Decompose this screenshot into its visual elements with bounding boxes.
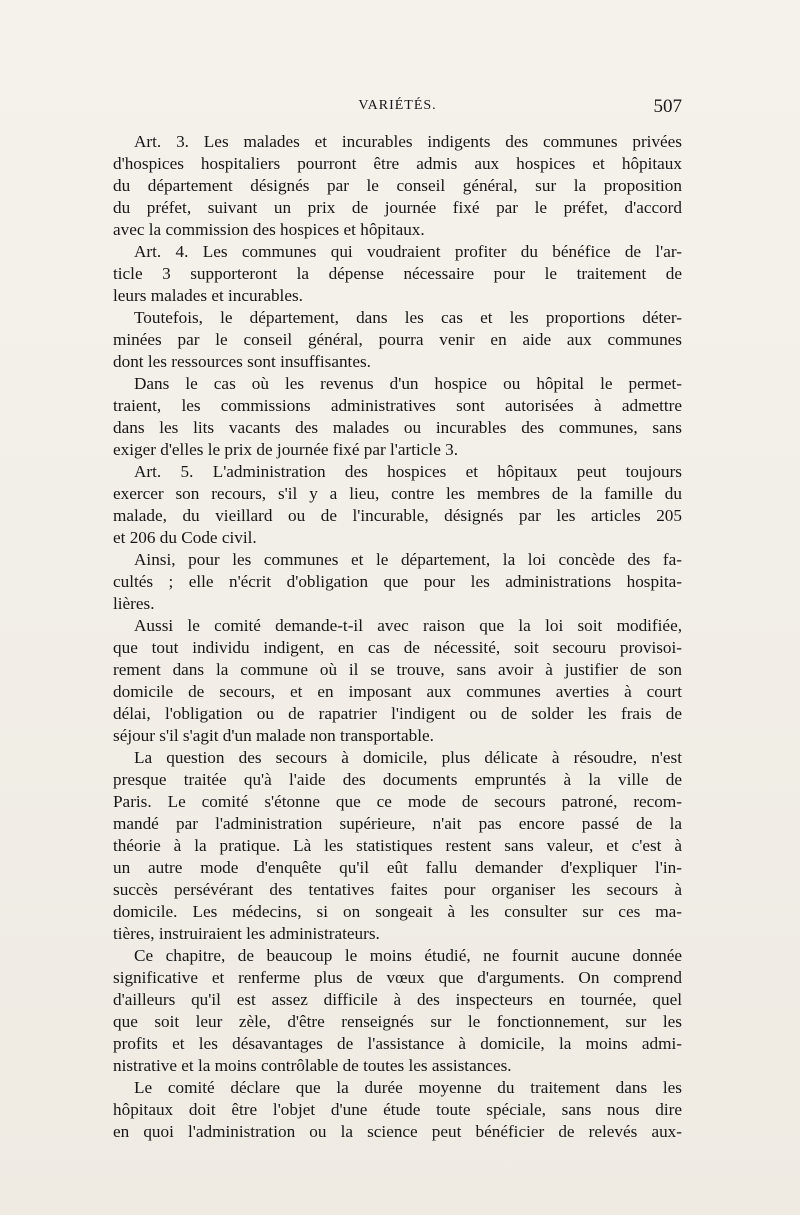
body-line-17: exercer son recours, s'il y a lieu, contre les membres de la famille du [113,484,682,503]
body-line-25: rement dans la commune où il se trouve, sans avoir à justifier de son [113,660,682,679]
running-title: VARIÉTÉS. [358,98,437,113]
body-line-8: leurs malades et incurables. [113,286,303,305]
body-line-22: lières. [113,594,155,613]
body-line-36: domicile. Les médecins, si on songeait à les consulter sur ces ma- [113,902,682,921]
body-line-16: Art. 5. L'administration des hospices et hôpitaux peut toujours [134,462,682,481]
body-line-23: Aussi le comité demande-t-il avec raison que la loi soit modifiée, [134,616,682,635]
body-line-37: tières, instruiraient les administrateurs. [113,924,380,943]
body-line-46: en quoi l'administration ou la science peut bénéficier de relevés aux- [113,1122,682,1141]
body-line-19: et 206 du Code civil. [113,528,257,547]
body-line-3: du département désignés par le conseil général, sur la proposition [113,176,682,195]
body-line-41: que soit leur zèle, d'être renseignés sur le fonctionnement, sur les [113,1012,682,1031]
body-line-38: Ce chapitre, de beaucoup le moins étudié, ne fournit aucune donnée [134,946,682,965]
body-line-43: nistrative et la moins contrôlable de toutes les assistances. [113,1056,512,1075]
body-line-2: d'hospices hospitaliers pourront être admis aux hospices et hôpitaux [113,154,682,173]
body-line-6: Art. 4. Les communes qui voudraient profiter du bénéfice de l'ar- [134,242,682,261]
page-number: 507 [653,96,682,117]
body-line-44: Le comité déclare que la durée moyenne du traitement dans les [134,1078,682,1097]
body-line-31: Paris. Le comité s'étonne que ce mode de secours patroné, recom- [113,792,682,811]
body-line-13: traient, les commissions administratives sont autorisées à admettre [113,396,682,415]
body-line-10: minées par le conseil général, pourra venir en aide aux communes [113,330,682,349]
body-line-11: dont les ressources sont insuffisantes. [113,352,371,371]
body-line-5: avec la commission des hospices et hôpitaux. [113,220,425,239]
running-head [113,98,682,122]
body-line-20: Ainsi, pour les communes et le département, la loi concède des fa- [134,550,682,569]
body-line-33: théorie à la pratique. Là les statistiques restent sans valeur, et c'est à [113,836,682,855]
body-line-29: La question des secours à domicile, plus délicate à résoudre, n'est [134,748,682,767]
body-line-40: d'ailleurs qu'il est assez difficile à des inspecteurs en tournée, quel [113,990,682,1009]
body-line-21: cultés ; elle n'écrit d'obligation que pour les administrations hospita- [113,572,682,591]
body-line-12: Dans le cas où les revenus d'un hospice ou hôpital le permet- [134,374,682,393]
body-line-26: domicile de secours, et en imposant aux communes averties à court [113,682,682,701]
body-line-28: séjour s'il s'agit d'un malade non transportable. [113,726,434,745]
body-line-4: du préfet, suivant un prix de journée fixé par le préfet, d'accord [113,198,682,217]
body-line-14: dans les lits vacants des malades ou incurables des communes, sans [113,418,682,437]
body-line-1: Art. 3. Les malades et incurables indigents des communes privées [134,132,682,151]
document-body [113,131,682,1143]
body-line-42: profits et les désavantages de l'assistance à domicile, la moins admi- [113,1034,682,1053]
body-line-45: hôpitaux doit être l'objet d'une étude toute spéciale, sans nous dire [113,1100,682,1119]
body-line-18: malade, du vieillard ou de l'incurable, désignés par les articles 205 [113,506,682,525]
body-line-34: un autre mode d'enquête qu'il eût fallu demander d'expliquer l'in- [113,858,682,877]
body-line-7: ticle 3 supporteront la dépense nécessaire pour le traitement de [113,264,682,283]
body-line-30: presque traitée qu'à l'aide des documents empruntés à la ville de [113,770,682,789]
body-line-24: que tout individu indigent, en cas de nécessité, soit secouru provisoi- [113,638,682,657]
body-line-32: mandé par l'administration supérieure, n'ait pas encore passé de la [113,814,682,833]
body-line-39: significative et renferme plus de vœux que d'arguments. On comprend [113,968,682,987]
body-line-27: délai, l'obligation ou de rapatrier l'indigent ou de solder les frais de [113,704,682,723]
body-line-35: succès persévérant des tentatives faites pour organiser les secours à [113,880,682,899]
body-line-9: Toutefois, le département, dans les cas et les proportions déter- [134,308,682,327]
body-line-15: exiger d'elles le prix de journée fixé par l'article 3. [113,440,459,459]
